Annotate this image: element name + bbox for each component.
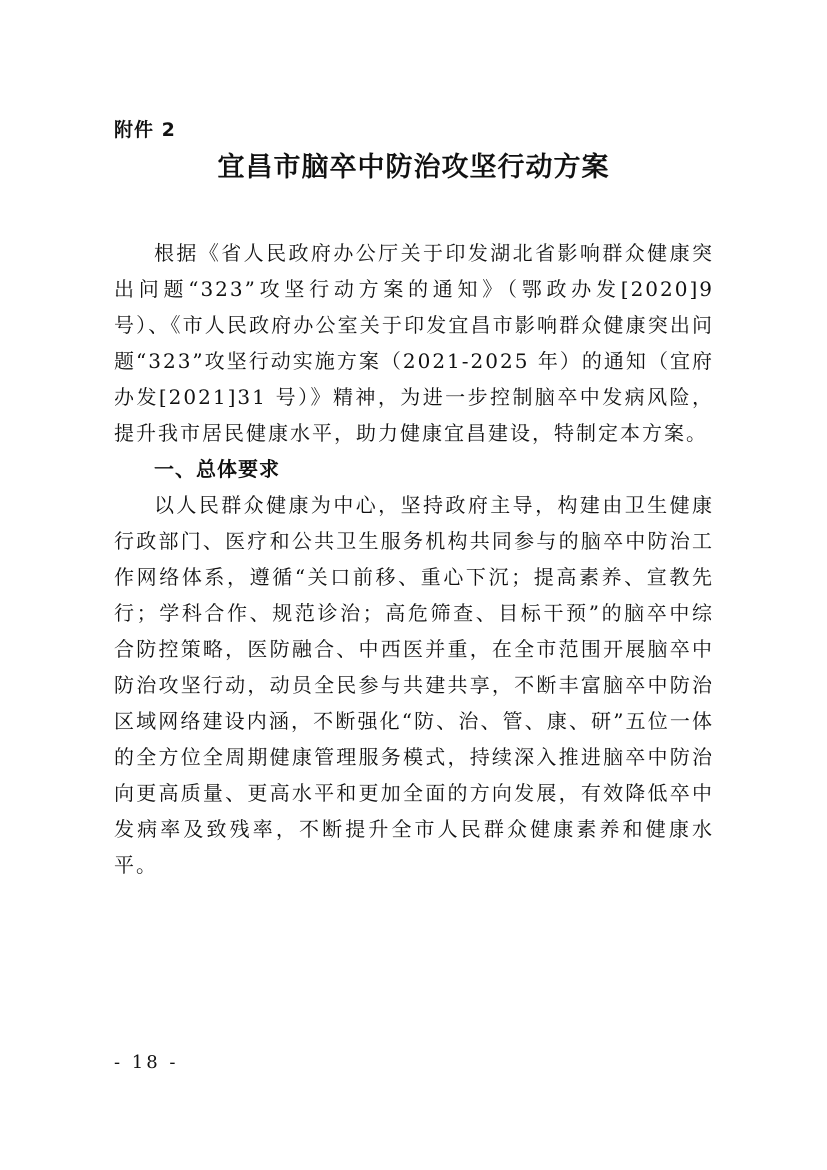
document-title: 宜昌市脑卒中防治攻坚行动方案	[217, 152, 610, 183]
attachment-label: 附件 2	[114, 119, 176, 141]
document-body	[114, 235, 714, 883]
section-heading: 一、总体要求	[154, 457, 280, 481]
requirements-paragraph: 以人民群众健康为中心，坚持政府主导，构建由卫生健康行政部门、医疗和公共卫生服务机构共同参与的脑卒中防治工作网络体系，遵循“关口前移、重心下沉；提高素养、宣教先行；学科合作、规范诊治；高危筛查、目标干预”的脑卒中综合防控策略，医防融合、中西医并重，在全市范围开展脑卒中防治攻坚行动，动员全民参与共建共享，不断丰富脑卒中防治区域网络建设内涵，不断强化“防、治、管、康、研”五位一体的全方位全周期健康管理服务模式，持续深入推进脑卒中防治向更高质量、更高水平和更加全面的方向发展，有效降低卒中发病率及致残率，不断提升全市人民群众健康素养和健康水平。	[114, 493, 714, 877]
page-number: - 18 -	[114, 1052, 179, 1073]
intro-paragraph: 根据《省人民政府办公厅关于印发湖北省影响群众健康突出问题“323”攻坚行动方案的通知》（鄂政办发[2020]9 号）、《市人民政府办公室关于印发宜昌市影响群众健康突出问题“323”攻坚行动实施方案（2021-2025 年）的通知（宜府办发[2021]31 号）》精神，为进一步控制脑卒中发病风险，提升我市居民健康水平，助力健康宜昌建设，特制定本方案。	[114, 241, 714, 445]
